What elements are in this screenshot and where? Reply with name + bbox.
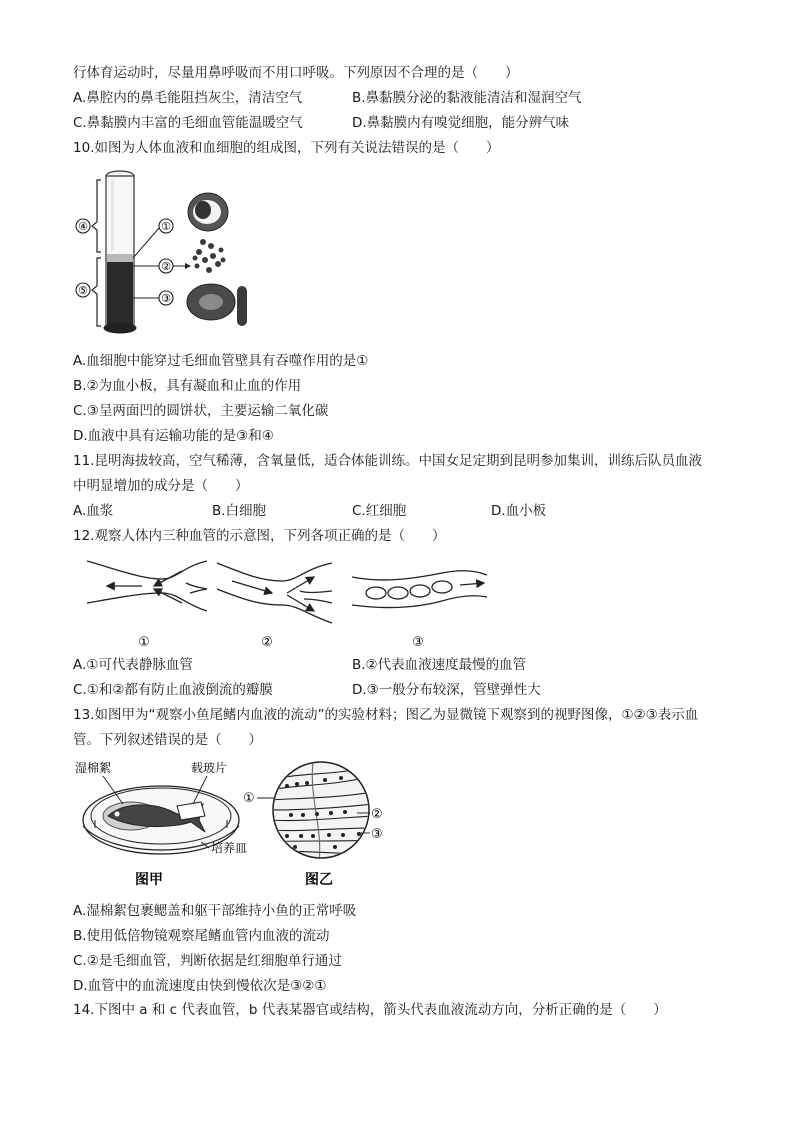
q9-option-c: C.鼻黏膜内丰富的毛细血管能温暖空气 (73, 115, 303, 131)
q12-option-d: D.③一般分布较深，管壁弹性大 (352, 682, 541, 698)
q11-option-d: D.血小板 (491, 503, 547, 519)
q11-option-b: B.白细胞 (212, 503, 267, 519)
q12-option-c: C.①和②都有防止血液倒流的瓣膜 (73, 682, 273, 698)
label-5: ⑤ (78, 284, 88, 297)
q13-option-d: D.血管中的血流速度由快到慢依次是③②① (73, 978, 327, 994)
label-3: ③ (161, 292, 171, 305)
q13-option-a: A.湿棉絮包裹鳃盖和躯干部维持小鱼的正常呼吸 (73, 903, 357, 919)
q14-stem: 14.下图中 a 和 c 代表血管，b 代表某器官或结构，箭头代表血液流动方向，分析正确的是（ ） (73, 1002, 667, 1018)
label-4: ④ (78, 220, 88, 233)
q12-stem: 12.观察人体内三种血管的示意图，下列各项正确的是（ ） (73, 528, 446, 544)
q10-option-d: D.血液中具有运输功能的是③和④ (73, 428, 274, 444)
q9-option-b: B.鼻黏膜分泌的黏液能清洁和湿润空气 (352, 90, 582, 106)
q9-stem: 行体育运动时，尽量用鼻呼吸而不用口呼吸。下列原因不合理的是（ ） (73, 65, 519, 81)
label-slide: 载玻片 (191, 761, 228, 775)
label-wet-cotton: 湿棉絮 (75, 761, 112, 775)
q11-stem-line2: 中明显增加的成分是（ ） (73, 478, 249, 494)
vessel-1 (87, 561, 207, 611)
figure-b-caption: 图乙 (305, 872, 333, 888)
label-2: ② (161, 260, 171, 273)
q13-option-b: B.使用低倍物镜观察尾鳍血管内血液的流动 (73, 928, 330, 944)
label-vessel-2: ② (371, 807, 383, 822)
q13-stem-line1: 13.如图甲为“观察小鱼尾鳍内血液的流动”的实验材料；图乙为显微镜下观察到的视野图像，①②③表示血 (73, 707, 699, 723)
q10-option-a: A.血细胞中能穿过毛细血管壁具有吞噬作用的是① (73, 353, 369, 369)
q9-option-a: A.鼻腔内的鼻毛能阻挡灰尘，清洁空气 (73, 90, 303, 106)
q12-option-a: A.①可代表静脉血管 (73, 657, 193, 673)
label-vessel-1: ① (243, 791, 255, 806)
vessel-3 (352, 571, 487, 608)
label-petri-dish: 培养皿 (211, 841, 248, 855)
q11-option-a: A.血浆 (73, 503, 114, 519)
blood-vessels-figure (82, 553, 492, 653)
q12-option-b: B.②代表血液速度最慢的血管 (352, 657, 527, 673)
q9-option-d: D.鼻黏膜内有嗅觉细胞，能分辨气味 (352, 115, 570, 131)
platelet-cluster (193, 239, 226, 273)
q11-stem-line1: 11.昆明海拔较高，空气稀薄，含氧量低，适合体能训练。中国女足定期到昆明参加集训，训练后队员血液 (73, 453, 702, 469)
vessel-2 (217, 563, 332, 623)
label-vessel-3: ③ (371, 827, 383, 842)
q13-stem-line2: 管。下列叙述错误的是（ ） (73, 732, 262, 748)
vessel-2-label: ② (261, 635, 273, 650)
blood-composition-figure (73, 166, 253, 338)
q13-option-c: C.②是毛细血管，判断依据是红细胞单行通过 (73, 953, 342, 969)
figure-b-microscope-view (269, 762, 373, 862)
vessel-1-label: ① (138, 635, 150, 650)
q10-stem: 10.如图为人体血液和血细胞的组成图，下列有关说法错误的是（ ） (73, 140, 500, 156)
q11-option-c: C.红细胞 (352, 503, 407, 519)
fish-experiment-figure (73, 758, 403, 894)
label-1: ① (161, 220, 171, 233)
q10-option-b: B.②为血小板，具有凝血和止血的作用 (73, 378, 302, 394)
figure-a-caption: 图甲 (135, 872, 163, 888)
q10-option-c: C.③呈两面凹的圆饼状，主要运输二氧化碳 (73, 403, 329, 419)
vessel-3-label: ③ (412, 635, 424, 650)
